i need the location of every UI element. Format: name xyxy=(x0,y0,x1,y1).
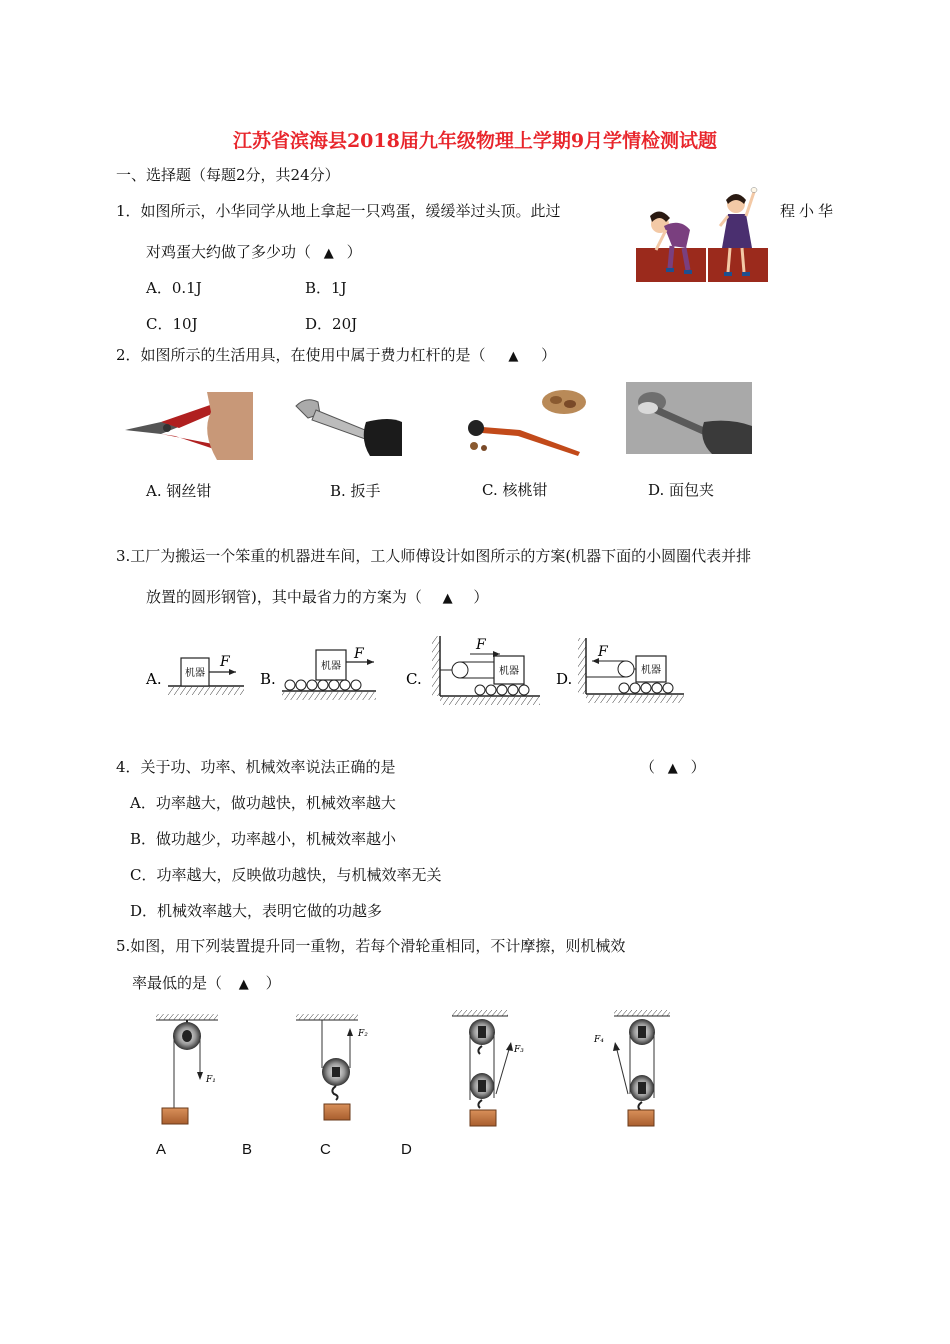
page-title: 江苏省滨海县2018届九年级物理上学期9月学情检测试题 xyxy=(232,130,718,152)
q2-option-b: B. 扳手 xyxy=(330,482,381,500)
force-f3-label: F₃ xyxy=(514,1045,524,1055)
machine-moving-diagrams xyxy=(140,632,700,708)
force-f4-label: F₄ xyxy=(594,1035,604,1045)
fig-b-machine: 机器 xyxy=(321,661,341,672)
pulley-diagrams xyxy=(150,1006,690,1130)
q4-text: 4．关于功、功率、机械效率说法正确的是 xyxy=(116,758,396,776)
q4-answer-bracket: （ ▲ ） xyxy=(640,758,706,776)
q1-text-line1: 1．如图所示，小华同学从地上拿起一只鸡蛋，缓缓举过头顶。此过 xyxy=(116,202,561,220)
fig-b-label: B. xyxy=(260,670,276,688)
fig-a-machine: 机器 xyxy=(185,668,205,679)
answer-blank-mark: ▲ xyxy=(442,591,453,606)
fig-a-force: F xyxy=(220,654,230,670)
fig-c-force: F xyxy=(476,637,486,653)
fig-d-force: F xyxy=(598,644,608,660)
pliers-image xyxy=(121,392,253,460)
q5-text-line2: 率最低的是（ ▲ ） xyxy=(132,974,281,992)
q2-text: 2．如图所示的生活用具，在使用中属于费力杠杆的是（ ▲ ） xyxy=(116,346,557,364)
q2-option-a: A. 钢丝钳 xyxy=(146,482,212,500)
q4-option-c: C．功率越大，反映做功越快，与机械效率无关 xyxy=(130,866,442,884)
fig-d-label: D. xyxy=(556,670,573,688)
q3-text-line2: 放置的圆形钢管)，其中最省力的方案为（ ▲ ） xyxy=(146,588,489,606)
nutcracker-image xyxy=(460,386,586,458)
fig-a-label: A. xyxy=(146,670,162,688)
q4-option-d: D．机械效率越大，表明它做的功越多 xyxy=(130,902,383,920)
force-f1-label: F₁ xyxy=(206,1075,216,1085)
fig-b-force: F xyxy=(354,646,364,662)
fig-c-label: C. xyxy=(406,670,422,688)
answer-blank-mark: ▲ xyxy=(323,246,334,261)
girl-lifting-egg-image xyxy=(636,186,768,282)
section-heading: 一、选择题（每题2分，共24分） xyxy=(116,166,340,184)
q1-option-b: B．1J xyxy=(305,279,347,297)
q4-option-b: B．做功越少，功率越小，机械效率越小 xyxy=(130,830,397,848)
q1-option-d: D．20J xyxy=(305,315,358,333)
q2-option-d: D. 面包夹 xyxy=(648,481,715,499)
q5-label-a: A xyxy=(156,1141,167,1158)
q2-option-c: C. 核桃钳 xyxy=(482,481,548,499)
q5-text-line1: 5.如图，用下列装置提升同一重物，若每个滑轮重相同，不计摩擦，则机械效 xyxy=(116,937,626,955)
answer-blank-mark: ▲ xyxy=(238,977,249,992)
fig-c-machine: 机器 xyxy=(499,666,519,677)
q5-label-c: C xyxy=(320,1141,331,1158)
q1-option-c: C．10J xyxy=(146,315,198,333)
answer-blank-mark: ▲ xyxy=(508,349,519,364)
wrench-image xyxy=(290,392,402,456)
q1-text-line2: 对鸡蛋大约做了多少功（ ▲ ） xyxy=(146,243,362,261)
q3-text-line1: 3.工厂为搬运一个笨重的机器进车间，工人师傅设计如图所示的方案(机器下面的小圆圈代表并排 xyxy=(116,547,752,565)
force-f2-label: F₂ xyxy=(358,1029,368,1039)
answer-blank-mark: ▲ xyxy=(667,761,678,776)
q5-label-b: B xyxy=(242,1141,253,1158)
fig-d-machine: 机器 xyxy=(641,665,661,676)
bread-tongs-image xyxy=(626,382,752,454)
q1-option-a: A．0.1J xyxy=(146,279,202,297)
q1-text-line1-tail: 程小华 xyxy=(780,202,838,220)
q4-option-a: A．功率越大，做功越快，机械效率越大 xyxy=(130,794,396,812)
q5-label-d: D xyxy=(401,1141,412,1158)
